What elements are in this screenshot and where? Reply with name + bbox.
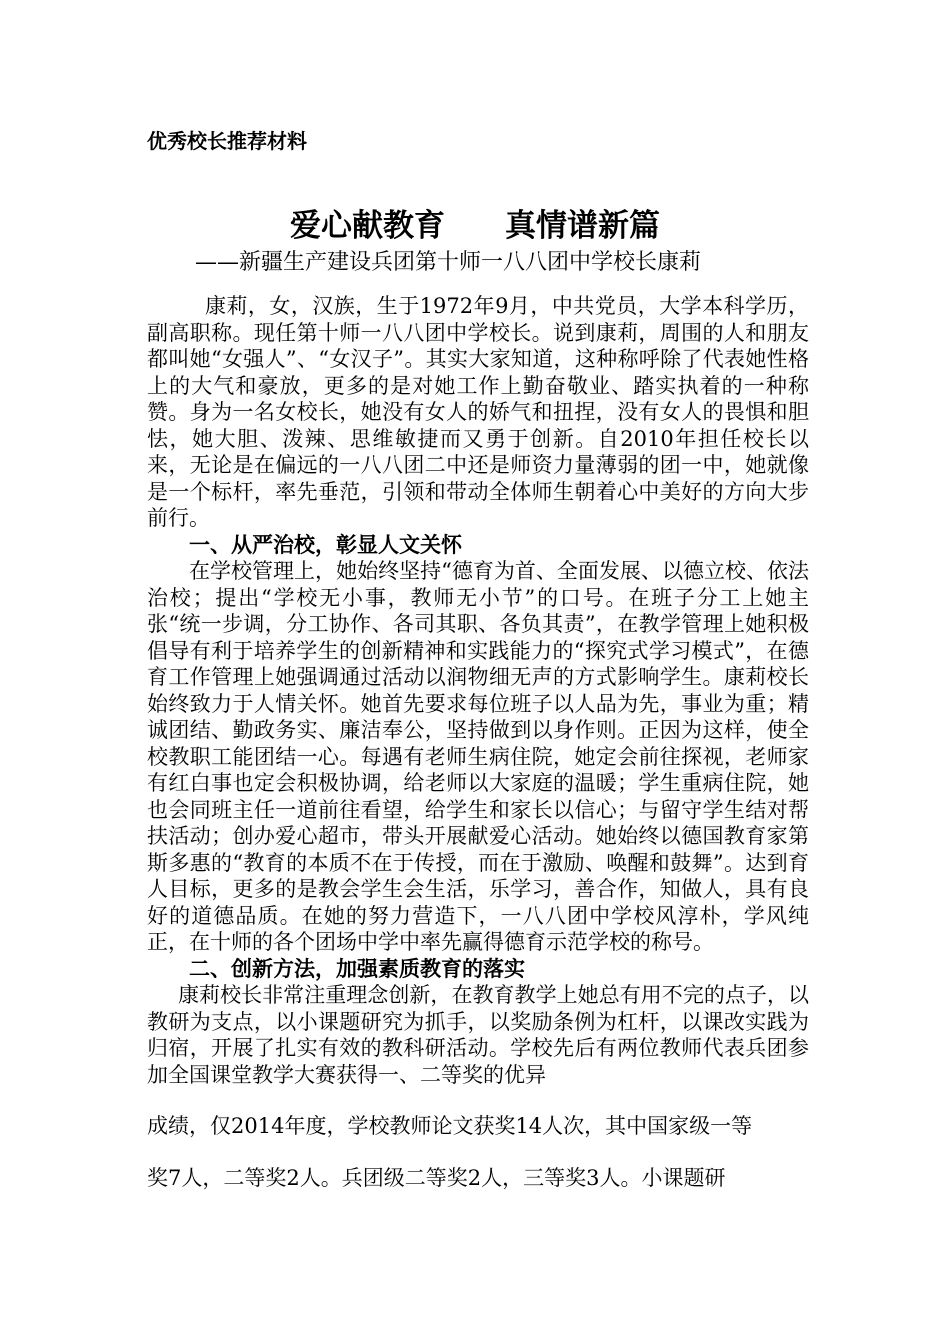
page-subtitle: ——新疆生产建设兵团第十师一八八团中学校长康莉 (195, 250, 702, 275)
document-label: 优秀校长推荐材料 (147, 129, 307, 153)
section-2-paragraph: 康莉校长非常注重理念创新，在教育教学上她总有用不完的点子，以教研为支点，以小课题研究为抓手，以奖励条例为杠杆，以课改实践为归宿，开展了扎实有效的教科研活动。学校先后有两位教师代表兵团参加全国课堂教学大赛获得一、二等奖的优异 (147, 983, 809, 1087)
title-part-2: 真情谱新篇 (505, 208, 660, 244)
title-part-1: 爱心献教育 (290, 208, 445, 244)
body-line-continued-2: 奖7人，二等奖2人。兵团级二等奖2人，三等奖3人。小课题研 (147, 1166, 726, 1190)
document-body (147, 293, 809, 1088)
page-title (0, 200, 950, 245)
intro-paragraph: 康莉，女，汉族，生于1972年9月，中共党员，大学本科学历，副高职称。现任第十师一八八团中学校长。说到康莉，周围的人和朋友都叫她“女强人”、“女汉子”。其实大家知道，这种称呼除了代表她性格上的大气和豪放，更多的是对她工作上勤奋敬业、踏实执着的一种称赞。身为一名女校长，她没有女人的娇气和扭捏，没有女人的畏惧和胆怯，她大胆、泼辣、思维敏捷而又勇于创新。自2010年担任校长以来，无论是在偏远的一八八团二中还是师资力量薄弱的团一中，她就像是一个标杆，率先垂范，引领和带动全体师生朝着心中美好的方向大步前行。 (147, 294, 809, 530)
section-1-paragraph: 在学校管理上，她始终坚持“德育为首、全面发展、以德立校、依法治校；提出“学校无小事，教师无小节”的口号。在班子分工上她主张“统一步调，分工协作、各司其职、各负其责”，在教学管理上她积极倡导有利于培养学生的创新精神和实践能力的“探究式学习模式”，在德育工作管理上她强调通过活动以润物细无声的方式影响学生。康莉校长始终致力于人情关怀。她首先要求每位班子以人品为先，事业为重；精诚团结、勤政务实、廉洁奉公，坚持做到以身作则。正因为这样，使全校教职工能团结一心。每遇有老师生病住院，她定会前往探视，老师家有红白事也定会积极协调，给老师以大家庭的温暖；学生重病住院，她也会同班主任一道前往看望，给学生和家长以信心；与留守学生结对帮扶活动；创办爱心超市，带头开展献爱心活动。她始终以德国教育家第斯多惠的“教育的本质不在于传授，而在于激励、唤醒和鼓舞”。达到育人目标，更多的是教会学生会生活，乐学习，善合作，知做人，具有良好的道德品质。在她的努力营造下，一八八团中学校风淳朴，学风纯正，在十师的各个团场中学中率先赢得德育示范学校的称号。 (147, 559, 809, 954)
section-heading-2: 二、创新方法，加强素质教育的落实 (189, 955, 525, 981)
section-heading-1: 一、从严治校，彰显人文关怀 (189, 531, 462, 557)
body-line-continued-1: 成绩，仅2014年度，学校教师论文获奖14人次，其中国家级一等 (147, 1114, 753, 1138)
